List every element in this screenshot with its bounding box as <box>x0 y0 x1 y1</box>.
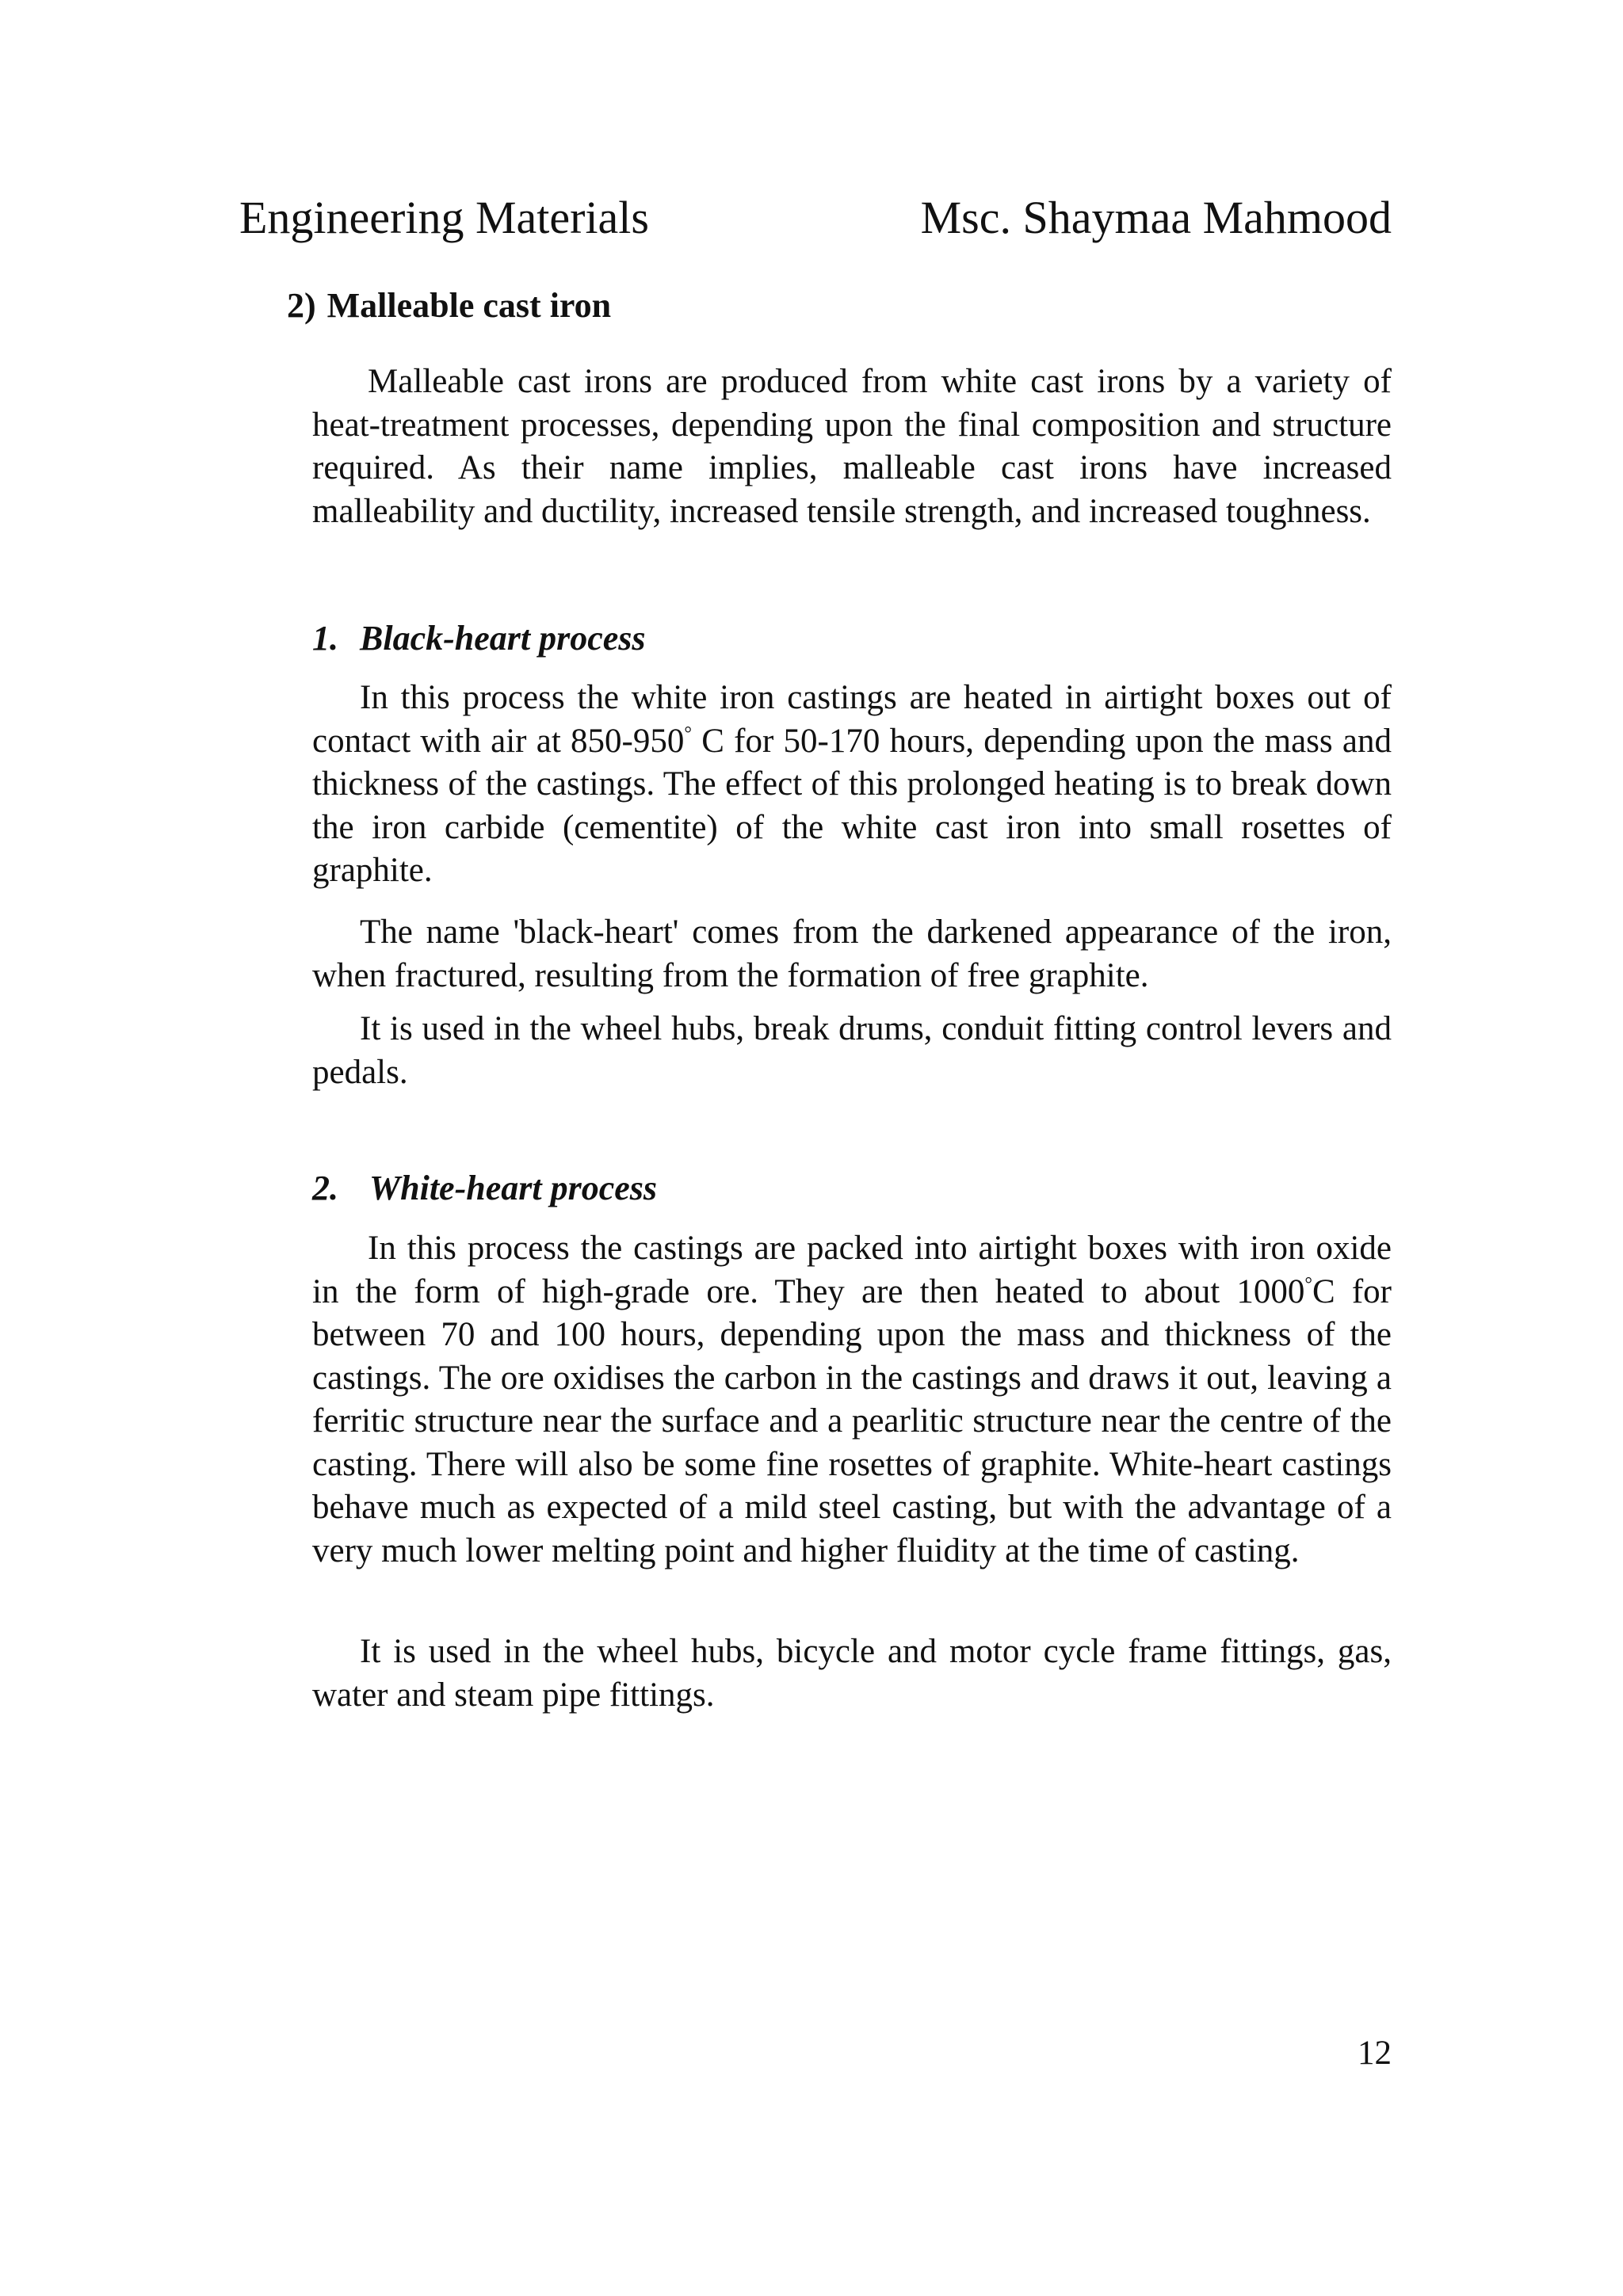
white-heart-p1-after: C for between 70 and 100 hours, depending upon the mass and thickness of the castings. The ore oxidises the carbon in the castings and draws it out, leaving a ferritic structure near the surface and a pearlitic structure near the centre of the casting. There will also be some fine rosettes of graphite. White-heart castings behave much as expected of a mild steel casting, but with the advantage of a very much lower melting point and higher fluidity at the time of casting. <box>312 1272 1392 1569</box>
page-header <box>239 190 1392 246</box>
white-heart-number: 2. <box>312 1169 338 1207</box>
page-number: 12 <box>1358 2035 1392 2072</box>
intro-paragraph: Malleable cast irons are produced from white cast irons by a variety of heat-treatment processes, depending upon the final composition and structure required. As their name implies, malleable cast irons have increased malleability and ductility, increased tensile strength, and increased toughness. <box>312 363 1392 530</box>
white-heart-paragraph-1 <box>312 1227 1392 1573</box>
black-heart-paragraph-3: It is used in the wheel hubs, break drums, conduit fitting control levers and pedals. <box>312 1010 1392 1091</box>
black-heart-p1-before: In this process the white iron castings are heated in airtight boxes out of contact with air at 850-950 <box>312 679 1392 760</box>
white-heart-paragraph-2: It is used in the wheel hubs, bicycle and motor cycle frame fittings, gas, water and steam pipe fittings. <box>312 1633 1392 1714</box>
section-number: 2) <box>287 286 316 325</box>
section-title: Malleable cast iron <box>327 286 612 325</box>
black-heart-number: 1. <box>312 619 338 658</box>
course-title: Engineering Materials <box>239 192 649 243</box>
black-heart-paragraph-2: The name 'black-heart' comes from the darkened appearance of the iron, when fractured, resulting from the formation of free graphite. <box>312 913 1392 994</box>
section-heading <box>287 285 611 327</box>
author-name: Msc. Shaymaa Mahmood <box>920 192 1392 243</box>
white-heart-title: White-heart process <box>369 1169 657 1207</box>
white-heart-heading <box>312 1168 657 1210</box>
degree-symbol: ° <box>1304 1274 1313 1295</box>
black-heart-heading <box>312 618 646 660</box>
white-heart-p1-before: In this process the castings are packed into airtight boxes with iron oxide in the form of high-grade ore. They are then heated to about 1000 <box>312 1230 1392 1310</box>
black-heart-paragraph-1 <box>312 677 1392 893</box>
black-heart-p1-after: C for 50-170 hours, depending upon the mass and thickness of the castings. The effect of this prolonged heating is to break down the iron carbide (cementite) of the white cast iron into small rosettes of graphite. <box>312 722 1392 889</box>
degree-symbol: ° <box>684 723 692 745</box>
black-heart-title: Black-heart process <box>360 619 646 658</box>
